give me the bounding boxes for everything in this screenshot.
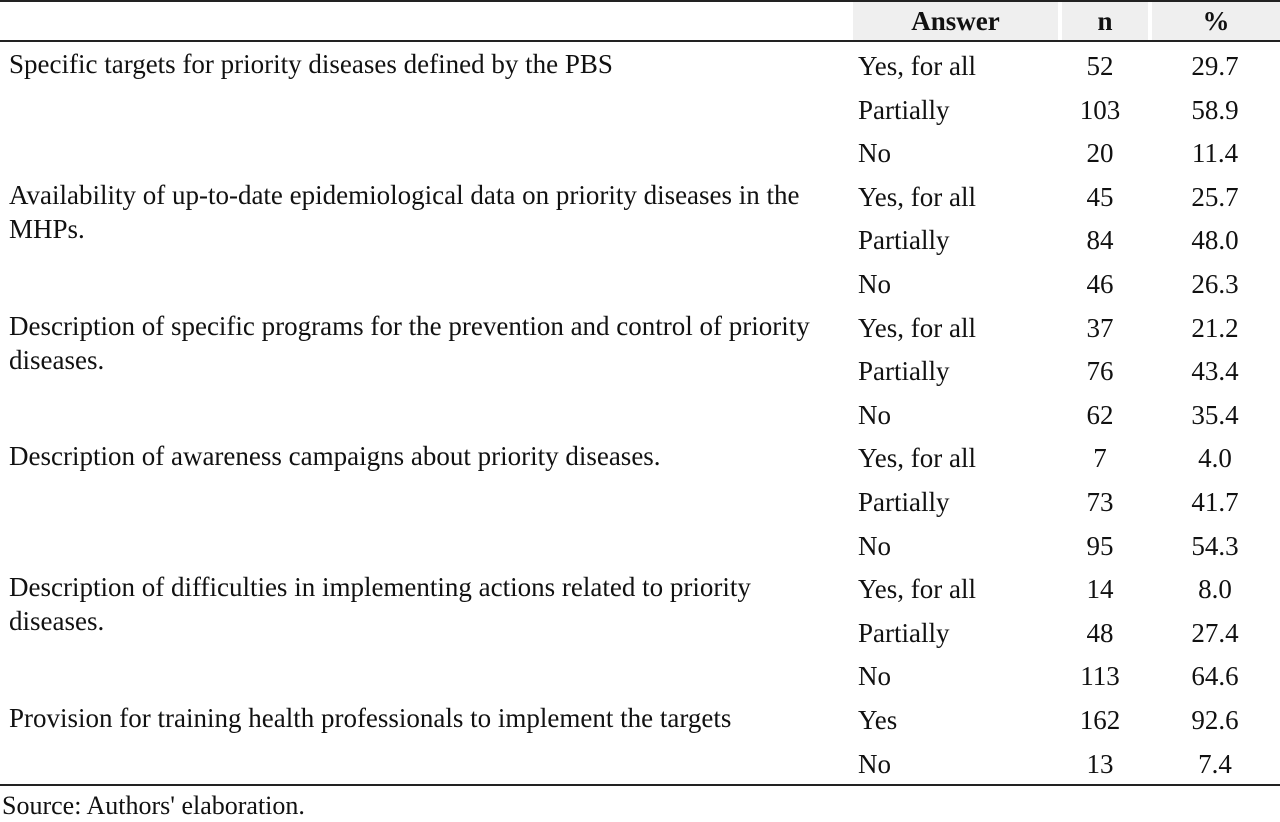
- header-pct: %: [1202, 6, 1230, 36]
- table-row: [0, 478, 1280, 522]
- percent-cell: 64.6: [1191, 661, 1239, 692]
- percent-cell: 35.4: [1191, 399, 1239, 430]
- answer-cell: Partially: [858, 356, 950, 387]
- answer-cell: No: [858, 748, 891, 779]
- answer-cell: No: [858, 661, 891, 692]
- n-cell: 46: [1086, 268, 1114, 299]
- percent-cell: 92.6: [1191, 704, 1239, 735]
- percent-cell: 29.7: [1191, 51, 1239, 81]
- bottom-rule: [0, 784, 1280, 786]
- question-label: Description of awareness campaigns about priority diseases.: [9, 441, 661, 472]
- question-group: [0, 42, 1280, 173]
- table-row: [0, 86, 1280, 130]
- n-cell: 76: [1086, 356, 1114, 387]
- table-row: [0, 260, 1280, 304]
- percent-cell: 7.4: [1198, 748, 1232, 779]
- table-header: [0, 0, 1280, 42]
- n-cell: 37: [1086, 312, 1114, 343]
- percent-cell: 58.9: [1191, 94, 1239, 125]
- answer-cell: Yes, for all: [858, 51, 977, 81]
- n-cell: 95: [1086, 530, 1114, 561]
- percent-cell: 25.7: [1191, 181, 1239, 212]
- percent-cell: 8.0: [1198, 574, 1232, 605]
- table-row: [0, 173, 1280, 217]
- percent-cell: 21.2: [1191, 312, 1239, 343]
- question-label: Description of difficulties in implementing actions related to priority diseases.: [9, 572, 751, 637]
- n-cell: 162: [1079, 704, 1121, 735]
- answer-cell: Yes: [858, 704, 898, 735]
- percent-cell: 41.7: [1191, 486, 1239, 517]
- table-row: [0, 129, 1280, 173]
- percent-cell: 48.0: [1191, 225, 1239, 256]
- n-cell: 84: [1086, 225, 1114, 256]
- table-body: [0, 42, 1280, 783]
- n-cell: 20: [1086, 138, 1114, 169]
- percent-cell: 11.4: [1191, 138, 1239, 169]
- n-cell: 73: [1086, 486, 1114, 517]
- table-row: [0, 347, 1280, 391]
- table-row: [0, 434, 1280, 478]
- n-cell: 7: [1093, 443, 1107, 474]
- n-cell: 52: [1086, 51, 1114, 81]
- answer-cell: No: [858, 530, 891, 561]
- percent-cell: 43.4: [1191, 356, 1239, 387]
- answer-cell: No: [858, 268, 891, 299]
- table-row: [0, 304, 1280, 348]
- question-group: [0, 434, 1280, 565]
- n-cell: 13: [1086, 748, 1114, 779]
- percent-cell: 27.4: [1191, 617, 1239, 648]
- table-row: [0, 42, 1280, 86]
- question-label: Availability of up-to-date epidemiological data on priority diseases in the MHPs.: [9, 179, 800, 244]
- answer-cell: Partially: [858, 225, 950, 256]
- n-cell: 103: [1079, 94, 1121, 125]
- n-cell: 62: [1086, 399, 1114, 430]
- question-group: [0, 565, 1280, 696]
- answer-cell: No: [858, 138, 891, 169]
- answer-cell: Partially: [858, 486, 950, 517]
- answer-cell: Yes, for all: [858, 443, 977, 474]
- header-n: n: [1097, 6, 1113, 36]
- answer-cell: No: [858, 399, 891, 430]
- answer-cell: Partially: [858, 94, 950, 125]
- table-row: [0, 740, 1280, 784]
- percent-cell: 4.0: [1198, 443, 1232, 474]
- table-row: [0, 696, 1280, 740]
- answer-cell: Yes, for all: [858, 574, 977, 605]
- n-cell: 113: [1080, 661, 1120, 692]
- question-label: Description of specific programs for the prevention and control of priority diseases.: [9, 310, 810, 375]
- question-group: [0, 304, 1280, 435]
- table-row: [0, 565, 1280, 609]
- source-note: Source: Authors' elaboration.: [2, 791, 305, 820]
- header-answer: Answer: [911, 6, 1000, 36]
- answer-cell: Partially: [858, 617, 950, 648]
- question-group: [0, 173, 1280, 304]
- question-label: Provision for training health professionals to implement the targets: [9, 702, 732, 733]
- n-cell: 48: [1086, 617, 1114, 648]
- answer-cell: Yes, for all: [858, 312, 977, 343]
- question-label: Specific targets for priority diseases defined by the PBS: [9, 49, 613, 79]
- percent-cell: 26.3: [1191, 268, 1239, 299]
- answer-cell: Yes, for all: [858, 181, 977, 212]
- table-row: [0, 652, 1280, 696]
- n-cell: 14: [1086, 574, 1114, 605]
- table-row: [0, 609, 1280, 653]
- table-row: [0, 522, 1280, 566]
- table-row: [0, 216, 1280, 260]
- table-row: [0, 391, 1280, 435]
- percent-cell: 54.3: [1191, 530, 1239, 561]
- n-cell: 45: [1086, 181, 1114, 212]
- question-group: [0, 696, 1280, 783]
